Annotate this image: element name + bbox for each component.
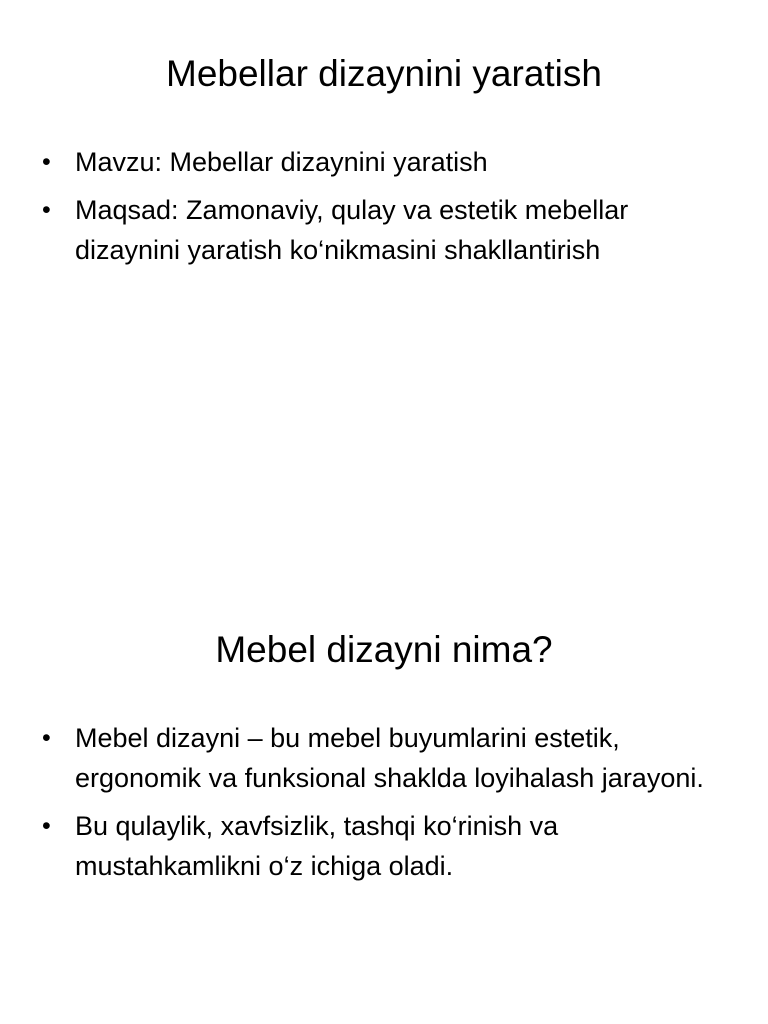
bullet-item (42, 190, 732, 270)
bullet-text: Bu qulaylik, xavfsizlik, tashqi ko‘rinish va mustahkamlikni o‘z ichiga oladi. (75, 811, 559, 881)
slide-title: Mebel dizayni nima? (215, 629, 553, 670)
slide-title: Mebellar dizaynini yaratish (166, 53, 602, 94)
bullet-icon: • (42, 196, 51, 224)
bullet-icon: • (42, 148, 51, 176)
slide-2 (0, 576, 768, 1024)
bullet-item (42, 718, 732, 798)
bullet-icon: • (42, 724, 51, 752)
bullet-list (42, 142, 732, 278)
bullet-item (42, 142, 732, 182)
bullet-icon: • (42, 812, 51, 840)
bullet-text: Mavzu: Mebellar dizaynini yaratish (75, 147, 488, 177)
bullet-item (42, 806, 732, 886)
bullet-text: Maqsad: Zamonaviy, qulay va estetik mebellar dizaynini yaratish ko‘nikmasini shakllantirish (75, 195, 629, 265)
bullet-text: Mebel dizayni – bu mebel buyumlarini estetik, ergonomik va funksional shaklda loyihalash jarayoni. (75, 723, 704, 793)
bullet-list (42, 718, 732, 894)
